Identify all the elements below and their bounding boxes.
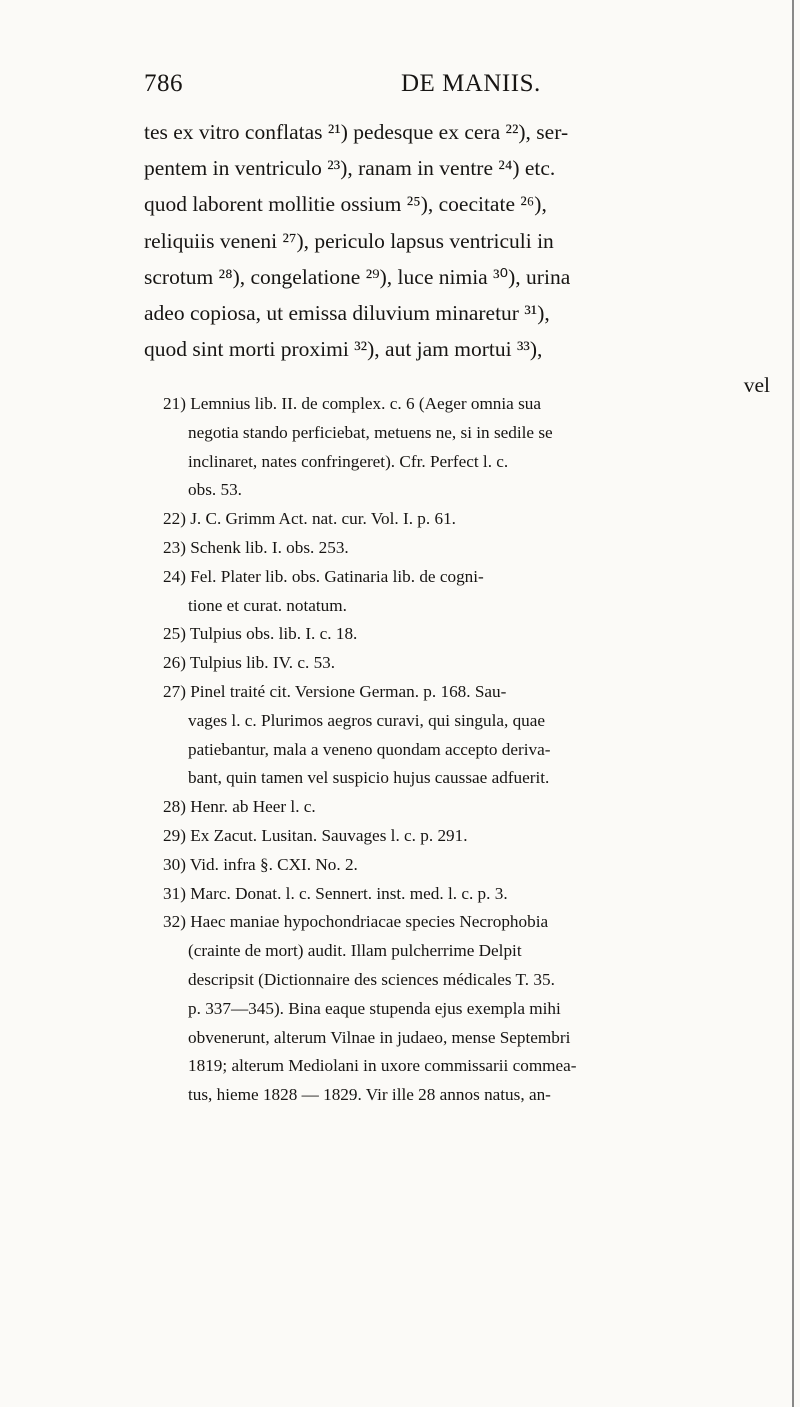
footnote-22: 22) J. C. Grimm Act. nat. cur. Vol. I. p. 61.: [163, 509, 456, 529]
page-number: 786: [144, 70, 183, 97]
footnote-line: inclinaret, nates confringeret). Cfr. Perfect l. c.: [188, 451, 509, 471]
footnote-line: negotia stando perficiebat, metuens ne, si in sedile se: [188, 422, 553, 442]
footnotes: [163, 390, 778, 1110]
footnote-26: 26) Tulpius lib. IV. c. 53.: [163, 653, 336, 673]
footnote-line: obvenerunt, alterum Vilnae in judaeo, mense Septembri: [188, 1027, 571, 1047]
footnote-31: 31) Marc. Donat. l. c. Sennert. inst. med. l. c. p. 3.: [163, 883, 508, 903]
footnote-line: bant, quin tamen vel suspicio hujus caussae adfuerit.: [188, 768, 550, 788]
text-line: quod laborent mollitie ossium ²⁵), coecitate ²⁶),: [144, 192, 547, 217]
footnote-line: p. 337—345). Bina eaque stupenda ejus exempla mihi: [188, 998, 561, 1018]
text-line: adeo copiosa, ut emissa diluvium minaretur ³¹),: [144, 300, 550, 325]
footnote-30: 30) Vid. infra §. CXI. No. 2.: [163, 854, 358, 874]
footnote-25: 25) Tulpius obs. lib. I. c. 18.: [163, 624, 358, 644]
footnote-32: 32) Haec maniae hypochondriacae species Necrophobia: [163, 912, 549, 932]
footnote-line: patiebantur, mala a veneno quondam accepto deriva-: [188, 739, 551, 759]
text-line: reliquiis veneni ²⁷), periculo lapsus ventriculi in: [144, 228, 554, 253]
footnote-line: descripsit (Dictionnaire des sciences médicales T. 35.: [188, 969, 555, 989]
text-line: pentem in ventriculo ²³), ranam in ventre ²⁴) etc.: [144, 156, 556, 181]
main-text: [144, 114, 784, 404]
text-line: quod sint morti proximi ³²), aut jam mortui ³³),: [144, 337, 543, 362]
text-line: scrotum ²⁸), congelatione ²⁹), luce nimia ³⁰), urina: [144, 264, 571, 289]
footnote-line: vages l. c. Plurimos aegros curavi, qui singula, quae: [188, 710, 546, 730]
footnote-line: (crainte de mort) audit. Illam pulcherrime Delpit: [188, 941, 522, 961]
footnote-line: tus, hieme 1828 — 1829. Vir ille 28 annos natus, an-: [188, 1085, 551, 1105]
footnote-line: tione et curat. notatum.: [188, 595, 347, 615]
catchword: vel: [743, 373, 770, 398]
footnote-line: obs. 53.: [188, 480, 242, 500]
footnote-24: 24) Fel. Plater lib. obs. Gatinaria lib. de cogni-: [163, 566, 484, 586]
footnote-27: 27) Pinel traité cit. Versione German. p. 168. Sau-: [163, 681, 507, 701]
running-title: DE MANIIS.: [401, 70, 541, 97]
page-edge-shadow: [792, 0, 794, 1407]
text-line: tes ex vitro conflatas ²¹) pedesque ex cera ²²), ser-: [144, 120, 569, 144]
footnote-21: 21) Lemnius lib. II. de complex. c. 6 (Aeger omnia sua: [163, 394, 542, 413]
footnote-line: 1819; alterum Mediolani in uxore commissarii commea-: [188, 1056, 577, 1076]
footnote-29: 29) Ex Zacut. Lusitan. Sauvages l. c. p. 291.: [163, 825, 468, 845]
footnote-28: 28) Henr. ab Heer l. c.: [163, 797, 316, 817]
footnote-23: 23) Schenk lib. I. obs. 253.: [163, 537, 349, 557]
